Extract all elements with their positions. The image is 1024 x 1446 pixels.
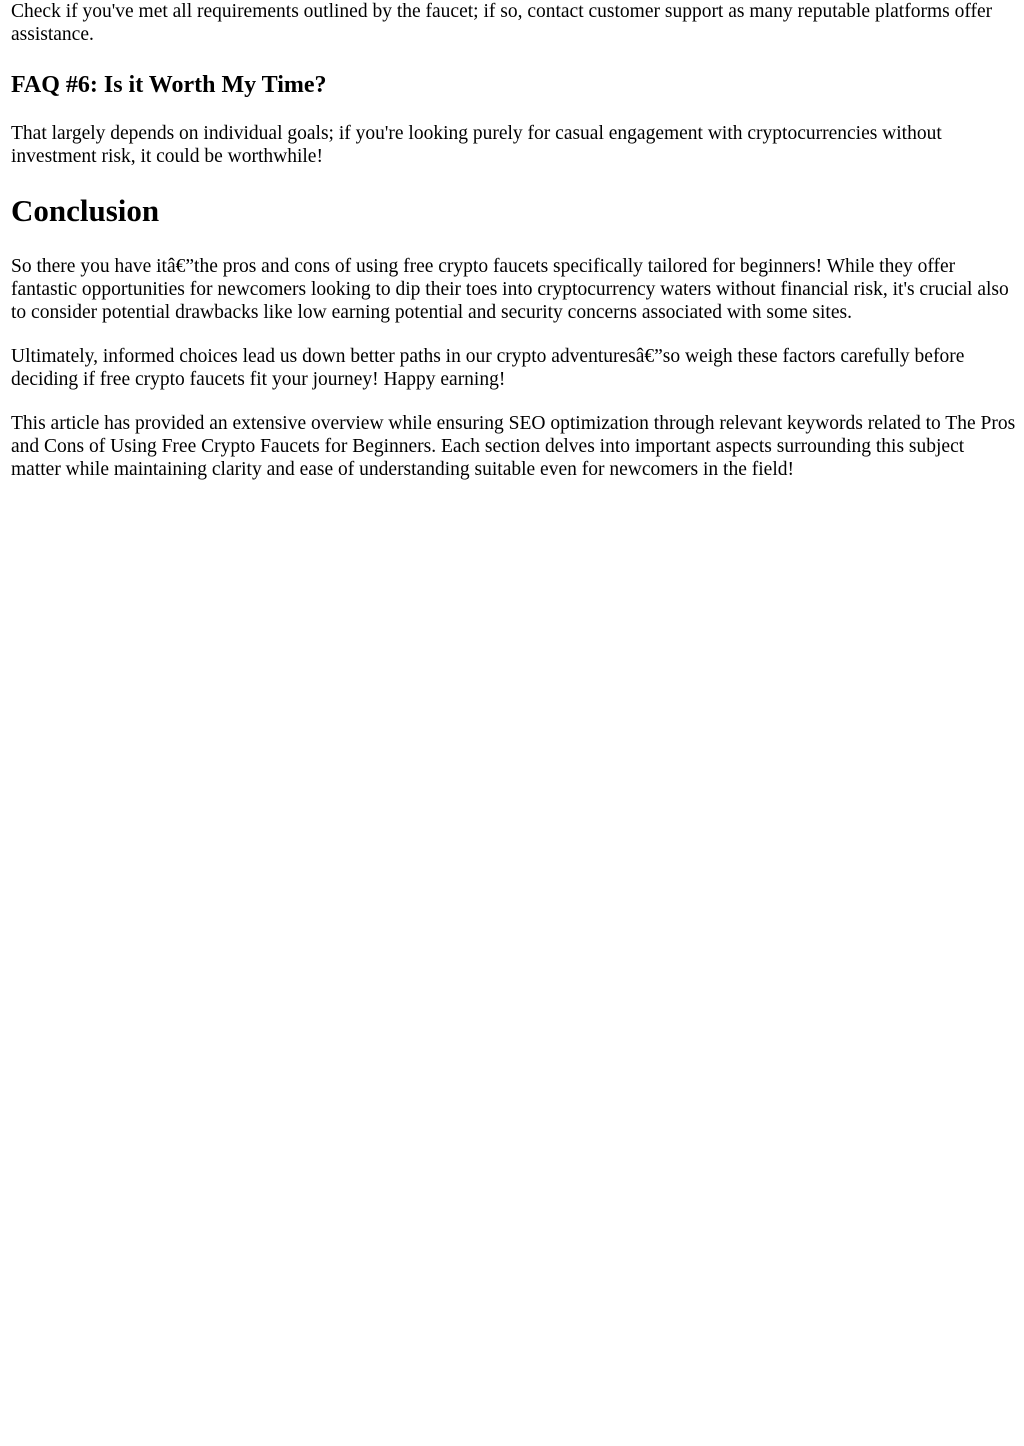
conclusion-paragraph-1: So there you have itâ€”the pros and cons of using free crypto faucets specifically tailored for beginners! While they offer fantastic opportunities for newcomers looking to dip their toes into cryptocurrency waters without financial risk, it's crucial also to consider potential drawbacks like low earning potential and security concerns associated with some sites. bbox=[11, 256, 1009, 323]
conclusion-heading: Conclusion bbox=[11, 193, 160, 228]
conclusion-paragraph-2: Ultimately, informed choices lead us down better paths in our crypto adventuresâ€”so weigh these factors carefully before deciding if free crypto faucets fit your journey! Happy earning! bbox=[11, 346, 965, 390]
intro-paragraph: Check if you've met all requirements outlined by the faucet; if so, contact customer support as many reputable platforms offer assistance. bbox=[11, 1, 993, 45]
faq-6-answer: That largely depends on individual goals; if you're looking purely for casual engagement with cryptocurrencies without investment risk, it could be worthwhile! bbox=[11, 123, 942, 167]
faq-6-heading: FAQ #6: Is it Worth My Time? bbox=[11, 72, 327, 98]
conclusion-paragraph-3: This article has provided an extensive overview while ensuring SEO optimization through relevant keywords related to The Pros and Cons of Using Free Crypto Faucets for Beginners. Each section delves into important aspects surrounding this subject matter while maintaining clarity and ease of understanding suitable even for newcomers in the field! bbox=[11, 413, 1016, 480]
